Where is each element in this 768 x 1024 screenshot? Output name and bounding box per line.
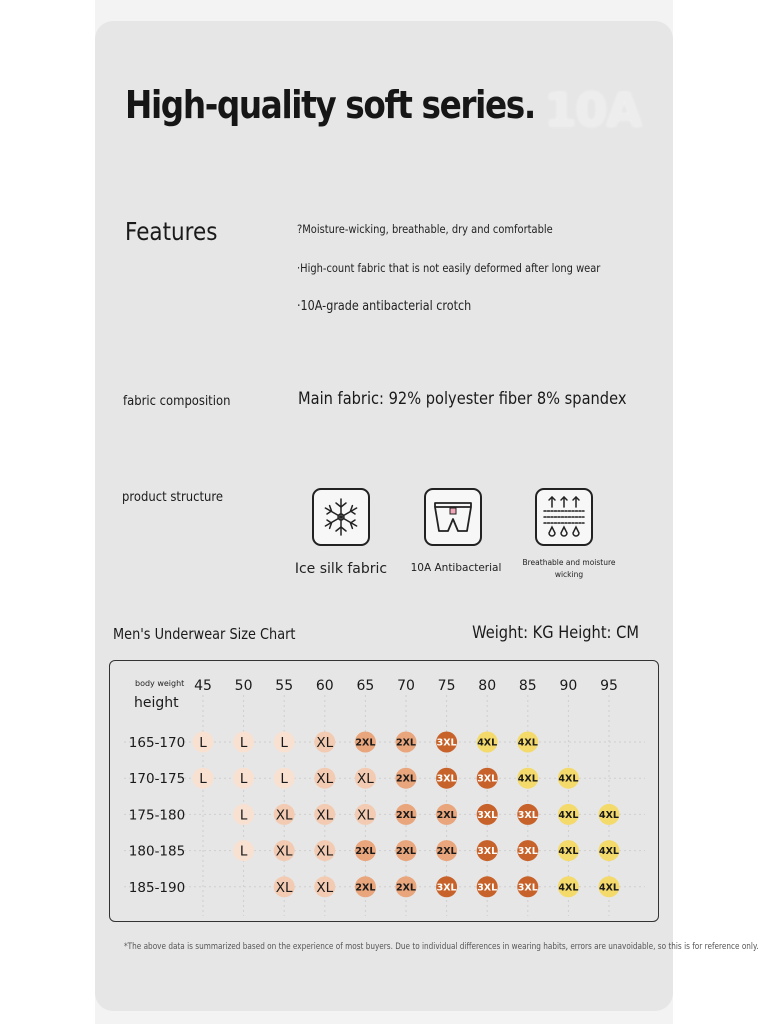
ice-silk-feature	[312, 488, 370, 546]
weight-column-header: 90	[559, 678, 578, 694]
size-badge-label: 3XL	[517, 882, 538, 894]
size-badge-label: XL	[316, 807, 334, 824]
snowflake-icon	[319, 495, 363, 539]
height-row-label: 185-190	[128, 879, 186, 896]
size-badge-label: 4XL	[558, 773, 579, 785]
size-badge-label: 3XL	[477, 846, 498, 858]
size-badge-label: 4XL	[599, 882, 619, 894]
size-badge-label: 2XL	[396, 773, 416, 785]
size-badge-label: L	[280, 735, 288, 751]
feature-item: ?Moisture-wicking, breathable, dry and comfortable	[297, 222, 553, 236]
size-badge-label: 3XL	[517, 809, 538, 821]
size-badge-label: 2XL	[396, 809, 416, 821]
size-badge-label: L	[239, 771, 248, 788]
feature-item: ·High-count fabric that is not easily deformed after long wear	[297, 261, 601, 275]
weight-column-header: 55	[275, 678, 294, 694]
size-chart-grid	[110, 661, 658, 921]
size-badge-label: XL	[357, 807, 374, 824]
weight-column-header: 50	[234, 678, 253, 694]
feature-item: ·10A-grade antibacterial crotch	[297, 299, 472, 314]
size-badge-label: 2XL	[436, 846, 457, 858]
size-badge-label: 2XL	[396, 737, 416, 749]
size-badge-label: L	[199, 735, 207, 751]
size-badge-label: 3XL	[477, 809, 498, 821]
weight-column-header: 70	[397, 678, 415, 694]
moisture-wicking-caption	[508, 557, 630, 581]
size-badge-label: XL	[275, 807, 293, 824]
size-badge-label: 2XL	[355, 882, 376, 894]
size-badge-label: XL	[275, 843, 293, 860]
underwear-icon	[431, 497, 475, 537]
size-badge-label: L	[239, 843, 248, 860]
moisture-wicking-icon	[540, 493, 588, 541]
size-badge-label: 4XL	[517, 737, 538, 749]
antibacterial-feature	[424, 488, 482, 546]
antibacterial-caption: 10A Antibacterial	[410, 562, 502, 574]
fabric-value: Main fabric: 92% polyester fiber 8% spandex	[298, 389, 627, 409]
weight-column-header: 75	[437, 678, 456, 694]
size-badge-label: 2XL	[396, 882, 416, 894]
size-badge-label: 4XL	[477, 737, 498, 749]
height-row-label: 175-180	[128, 807, 186, 824]
size-badge-label: 2XL	[355, 846, 376, 858]
size-badge-label: 4XL	[599, 846, 619, 858]
size-chart-units: Weight: KG Height: CM	[472, 623, 639, 643]
size-badge-label: XL	[316, 771, 334, 788]
size-badge-label: XL	[316, 735, 334, 751]
size-badge-label: 3XL	[436, 737, 457, 749]
features-heading: Features	[125, 217, 218, 246]
size-badge-label: L	[239, 735, 248, 751]
weight-column-header: 95	[600, 678, 618, 694]
size-chart-table	[109, 660, 659, 922]
moisture-caption-line2: wicking	[554, 570, 584, 579]
height-row-label: 170-175	[128, 771, 186, 788]
size-chart-title: Men's Underwear Size Chart	[113, 625, 296, 643]
disclaimer-note: *The above data is summarized based on the experience of most buyers. Due to individual differences in wearing habits, errors are unavoidable, so this is for reference only.	[124, 942, 759, 952]
watermark-badge: 10A	[544, 83, 641, 137]
size-badge-label: 3XL	[477, 882, 498, 894]
height-row-label: 180-185	[128, 843, 186, 860]
size-badge-label: 4XL	[558, 846, 579, 858]
weight-column-header: 45	[194, 678, 212, 694]
product-detail-card	[95, 21, 759, 1011]
size-badge-label: XL	[275, 879, 293, 896]
size-badge-label: 3XL	[517, 846, 538, 858]
size-badge-label: 3XL	[477, 773, 498, 785]
moisture-caption-line1: Breathable and moisture	[522, 558, 616, 567]
size-badge-label: XL	[316, 879, 334, 896]
fabric-label: fabric composition	[123, 393, 231, 409]
size-badge-label: 2XL	[355, 737, 376, 749]
weight-column-header: 80	[478, 678, 497, 694]
weight-axis-label: body weight	[135, 679, 185, 688]
size-badge-label: L	[280, 771, 288, 788]
height-axis-label: height	[134, 695, 179, 711]
size-badge-label: 4XL	[517, 773, 538, 785]
ice-silk-caption: Ice silk fabric	[294, 561, 388, 577]
structure-label: product structure	[122, 489, 224, 505]
weight-column-header: 85	[518, 678, 537, 694]
size-badge-label: 4XL	[599, 809, 619, 821]
size-badge-label: L	[199, 771, 207, 788]
size-badge-label: XL	[316, 843, 334, 860]
size-badge-label: 3XL	[436, 882, 457, 894]
moisture-wicking-feature	[535, 488, 593, 546]
height-row-label: 165-170	[128, 735, 186, 751]
weight-column-header: 60	[315, 678, 334, 694]
size-badge-label: 4XL	[558, 809, 579, 821]
size-badge-label: 4XL	[558, 882, 579, 894]
size-badge-label: XL	[357, 771, 374, 788]
size-badge-label: 3XL	[436, 773, 457, 785]
size-badge-label: 2XL	[396, 846, 416, 858]
weight-column-header: 65	[356, 678, 375, 694]
page-title: High-quality soft series.	[125, 83, 535, 127]
size-badge-label: L	[239, 807, 248, 824]
size-badge-label: 2XL	[436, 809, 457, 821]
